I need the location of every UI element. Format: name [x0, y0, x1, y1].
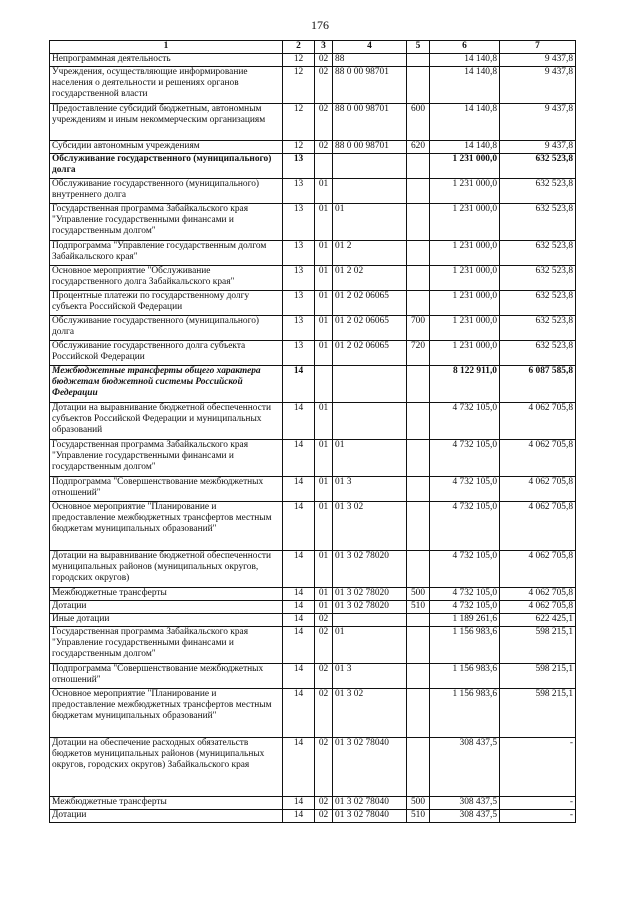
row-amount-plan-cell: 4 732 105,0: [430, 502, 500, 551]
row-amount-plan-cell: 14 140,8: [430, 141, 500, 154]
row-target-item-cell: [333, 366, 407, 403]
table-row: [50, 54, 576, 67]
row-section-cell: 13: [283, 154, 315, 179]
row-subsection-cell: 01: [315, 403, 333, 440]
row-amount-actual-cell: 632 523,8: [500, 241, 576, 266]
row-amount-actual-cell: 622 425,1: [500, 614, 576, 627]
row-target-item-cell: [333, 154, 407, 179]
column-header: 1: [50, 41, 283, 54]
row-amount-actual-cell: 6 087 585,8: [500, 366, 576, 403]
row-expense-type-cell: 720: [407, 341, 430, 366]
row-subsection-cell: 02: [315, 54, 333, 67]
row-target-item-cell: 88: [333, 54, 407, 67]
row-amount-plan-cell: 1 231 000,0: [430, 266, 500, 291]
table-row: [50, 588, 576, 601]
row-amount-actual-cell: 632 523,8: [500, 204, 576, 241]
table-row: [50, 502, 576, 551]
row-subsection-cell: [315, 154, 333, 179]
row-subsection-cell: 01: [315, 440, 333, 477]
row-section-cell: 14: [283, 689, 315, 738]
row-name-cell: Обслуживание государственного (муниципального) долга: [50, 154, 283, 179]
row-section-cell: 14: [283, 664, 315, 689]
row-expense-type-cell: [407, 440, 430, 477]
row-amount-actual-cell: 632 523,8: [500, 179, 576, 204]
table-row: [50, 664, 576, 689]
row-expense-type-cell: 510: [407, 601, 430, 614]
budget-table: [49, 40, 576, 823]
table-row: [50, 797, 576, 810]
row-target-item-cell: [333, 179, 407, 204]
row-amount-plan-cell: 1 231 000,0: [430, 316, 500, 341]
row-expense-type-cell: [407, 366, 430, 403]
row-section-cell: 12: [283, 67, 315, 104]
row-amount-actual-cell: 9 437,8: [500, 141, 576, 154]
table-row: [50, 291, 576, 316]
row-name-cell: Процентные платежи по государственному долгу субъекта Российской Федерации: [50, 291, 283, 316]
row-expense-type-cell: [407, 403, 430, 440]
column-header: 3: [315, 41, 333, 54]
row-name-cell: Обслуживание государственного (муниципального) долга: [50, 316, 283, 341]
row-name-cell: Межбюджетные трансферты: [50, 588, 283, 601]
table-row: [50, 403, 576, 440]
page-number: 176: [311, 18, 329, 32]
row-subsection-cell: 01: [315, 179, 333, 204]
row-section-cell: 14: [283, 797, 315, 810]
column-header: 6: [430, 41, 500, 54]
row-target-item-cell: 01: [333, 204, 407, 241]
row-amount-plan-cell: 14 140,8: [430, 67, 500, 104]
table-row: [50, 601, 576, 614]
row-section-cell: 14: [283, 588, 315, 601]
row-amount-plan-cell: 308 437,5: [430, 797, 500, 810]
row-expense-type-cell: [407, 291, 430, 316]
row-subsection-cell: 02: [315, 614, 333, 627]
row-name-cell: Обслуживание государственного долга субъекта Российской Федерации: [50, 341, 283, 366]
row-target-item-cell: 01 3: [333, 477, 407, 502]
row-amount-actual-cell: 9 437,8: [500, 104, 576, 141]
table-row: [50, 316, 576, 341]
table-row: [50, 810, 576, 823]
row-expense-type-cell: 510: [407, 810, 430, 823]
row-name-cell: Основное мероприятие "Планирование и предоставление межбюджетных трансфертов местным бюджетам муниципальных образований": [50, 502, 283, 551]
row-name-cell: Межбюджетные трансферты общего характера бюджетам бюджетной системы Российской Федерации: [50, 366, 283, 403]
row-amount-actual-cell: 632 523,8: [500, 266, 576, 291]
row-subsection-cell: 02: [315, 141, 333, 154]
row-subsection-cell: 01: [315, 266, 333, 291]
row-name-cell: Непрограммная деятельность: [50, 54, 283, 67]
row-target-item-cell: 01 3 02 78020: [333, 551, 407, 588]
row-amount-actual-cell: 4 062 705,8: [500, 601, 576, 614]
table-row: [50, 551, 576, 588]
row-amount-plan-cell: 1 231 000,0: [430, 291, 500, 316]
row-target-item-cell: [333, 614, 407, 627]
row-subsection-cell: 01: [315, 502, 333, 551]
row-subsection-cell: 02: [315, 104, 333, 141]
row-section-cell: 14: [283, 502, 315, 551]
column-header: 7: [500, 41, 576, 54]
row-target-item-cell: 01 3 02 78040: [333, 797, 407, 810]
row-amount-actual-cell: 632 523,8: [500, 316, 576, 341]
row-subsection-cell: 02: [315, 67, 333, 104]
table-row: [50, 179, 576, 204]
row-name-cell: Подпрограмма "Управление государственным долгом Забайкальского края": [50, 241, 283, 266]
table-row: [50, 341, 576, 366]
row-section-cell: 14: [283, 551, 315, 588]
row-expense-type-cell: [407, 179, 430, 204]
row-expense-type-cell: [407, 738, 430, 797]
table-row: [50, 204, 576, 241]
table-row: [50, 67, 576, 104]
row-amount-plan-cell: 4 732 105,0: [430, 403, 500, 440]
row-section-cell: 14: [283, 440, 315, 477]
row-amount-plan-cell: 4 732 105,0: [430, 477, 500, 502]
row-name-cell: Государственная программа Забайкальского края "Управление государственными финансами и государственным долгом": [50, 440, 283, 477]
row-amount-plan-cell: 8 122 911,0: [430, 366, 500, 403]
row-amount-actual-cell: 9 437,8: [500, 54, 576, 67]
row-name-cell: Дотации: [50, 601, 283, 614]
row-amount-actual-cell: -: [500, 738, 576, 797]
row-section-cell: 13: [283, 266, 315, 291]
row-amount-plan-cell: 1 231 000,0: [430, 341, 500, 366]
table-row: [50, 689, 576, 738]
row-expense-type-cell: 620: [407, 141, 430, 154]
row-amount-actual-cell: 4 062 705,8: [500, 403, 576, 440]
row-subsection-cell: 01: [315, 477, 333, 502]
row-section-cell: 14: [283, 810, 315, 823]
row-expense-type-cell: [407, 627, 430, 664]
row-name-cell: Субсидии автономным учреждениям: [50, 141, 283, 154]
row-subsection-cell: 02: [315, 689, 333, 738]
row-target-item-cell: 01 3 02 78040: [333, 738, 407, 797]
row-amount-actual-cell: 598 215,1: [500, 664, 576, 689]
row-subsection-cell: 02: [315, 738, 333, 797]
row-name-cell: Государственная программа Забайкальского края "Управление государственными финансами и государственным долгом": [50, 204, 283, 241]
row-amount-plan-cell: 1 231 000,0: [430, 204, 500, 241]
row-section-cell: 14: [283, 403, 315, 440]
row-amount-actual-cell: 4 062 705,8: [500, 477, 576, 502]
row-amount-plan-cell: 14 140,8: [430, 104, 500, 141]
row-section-cell: 14: [283, 738, 315, 797]
row-section-cell: 12: [283, 54, 315, 67]
row-expense-type-cell: [407, 154, 430, 179]
row-subsection-cell: 02: [315, 810, 333, 823]
row-amount-actual-cell: 4 062 705,8: [500, 440, 576, 477]
row-target-item-cell: 01 2: [333, 241, 407, 266]
table-row: [50, 627, 576, 664]
table-row: [50, 104, 576, 141]
row-section-cell: 12: [283, 104, 315, 141]
row-amount-plan-cell: 4 732 105,0: [430, 601, 500, 614]
row-expense-type-cell: [407, 241, 430, 266]
row-target-item-cell: 88 0 00 98701: [333, 141, 407, 154]
row-amount-actual-cell: 632 523,8: [500, 154, 576, 179]
row-section-cell: 13: [283, 316, 315, 341]
row-amount-actual-cell: -: [500, 797, 576, 810]
row-target-item-cell: [333, 403, 407, 440]
row-expense-type-cell: 600: [407, 104, 430, 141]
row-amount-plan-cell: 308 437,5: [430, 810, 500, 823]
row-target-item-cell: 01 2 02 06065: [333, 341, 407, 366]
row-amount-actual-cell: 598 215,1: [500, 627, 576, 664]
table-row: [50, 266, 576, 291]
table-body: [50, 54, 576, 823]
row-name-cell: Основное мероприятие "Планирование и предоставление межбюджетных трансфертов местным бюджетам муниципальных образований": [50, 689, 283, 738]
row-subsection-cell: 01: [315, 316, 333, 341]
table-row: [50, 477, 576, 502]
row-section-cell: 13: [283, 341, 315, 366]
table-row: [50, 154, 576, 179]
row-section-cell: 14: [283, 366, 315, 403]
row-subsection-cell: 01: [315, 588, 333, 601]
table-row: [50, 141, 576, 154]
row-target-item-cell: 01 3 02 78040: [333, 810, 407, 823]
row-expense-type-cell: [407, 614, 430, 627]
row-target-item-cell: 01 3 02: [333, 502, 407, 551]
row-target-item-cell: 01: [333, 627, 407, 664]
row-target-item-cell: 01 3 02 78020: [333, 601, 407, 614]
row-name-cell: Государственная программа Забайкальского края "Управление государственными финансами и государственным долгом": [50, 627, 283, 664]
row-amount-plan-cell: 4 732 105,0: [430, 551, 500, 588]
row-expense-type-cell: [407, 551, 430, 588]
row-expense-type-cell: [407, 477, 430, 502]
row-subsection-cell: 01: [315, 204, 333, 241]
row-name-cell: Основное мероприятие "Обслуживание государственного долга Забайкальского края": [50, 266, 283, 291]
row-subsection-cell: 01: [315, 291, 333, 316]
row-amount-actual-cell: 4 062 705,8: [500, 588, 576, 601]
row-name-cell: Межбюджетные трансферты: [50, 797, 283, 810]
column-header: 5: [407, 41, 430, 54]
row-amount-actual-cell: 9 437,8: [500, 67, 576, 104]
row-amount-plan-cell: 1 156 983,6: [430, 664, 500, 689]
row-expense-type-cell: [407, 664, 430, 689]
row-section-cell: 13: [283, 241, 315, 266]
row-expense-type-cell: [407, 204, 430, 241]
row-amount-actual-cell: 4 062 705,8: [500, 551, 576, 588]
row-amount-plan-cell: 4 732 105,0: [430, 588, 500, 601]
row-amount-plan-cell: 1 231 000,0: [430, 241, 500, 266]
column-header: 4: [333, 41, 407, 54]
row-section-cell: 14: [283, 614, 315, 627]
row-target-item-cell: 88 0 00 98701: [333, 104, 407, 141]
row-target-item-cell: 88 0 00 98701: [333, 67, 407, 104]
row-section-cell: 14: [283, 601, 315, 614]
row-target-item-cell: 01 3: [333, 664, 407, 689]
row-subsection-cell: 01: [315, 551, 333, 588]
row-name-cell: Подпрограмма "Совершенствование межбюджетных отношений": [50, 664, 283, 689]
row-target-item-cell: 01 2 02 06065: [333, 316, 407, 341]
row-amount-actual-cell: 598 215,1: [500, 689, 576, 738]
row-name-cell: Обслуживание государственного (муниципального) внутреннего долга: [50, 179, 283, 204]
row-expense-type-cell: 700: [407, 316, 430, 341]
row-expense-type-cell: [407, 67, 430, 104]
row-section-cell: 13: [283, 204, 315, 241]
row-amount-plan-cell: 1 156 983,6: [430, 627, 500, 664]
table-row: [50, 366, 576, 403]
row-name-cell: Предоставление субсидий бюджетным, автономным учреждениям и иным некоммерческим организациям: [50, 104, 283, 141]
row-target-item-cell: 01 2 02 06065: [333, 291, 407, 316]
header-row: [50, 41, 576, 54]
row-amount-plan-cell: 4 732 105,0: [430, 440, 500, 477]
row-amount-plan-cell: 1 189 261,6: [430, 614, 500, 627]
row-subsection-cell: 02: [315, 627, 333, 664]
row-amount-actual-cell: 632 523,8: [500, 341, 576, 366]
row-name-cell: Учреждения, осуществляющие информирование населения о деятельности и решениях органов государственной власти: [50, 67, 283, 104]
row-amount-plan-cell: 1 156 983,6: [430, 689, 500, 738]
row-name-cell: Подпрограмма "Совершенствование межбюджетных отношений": [50, 477, 283, 502]
row-section-cell: 14: [283, 477, 315, 502]
row-expense-type-cell: [407, 689, 430, 738]
row-subsection-cell: 01: [315, 241, 333, 266]
row-name-cell: Дотации на обеспечение расходных обязательств бюджетов муниципальных районов (муниципальных округов, городских округов) Забайкальского края: [50, 738, 283, 797]
row-name-cell: Дотации: [50, 810, 283, 823]
row-subsection-cell: 01: [315, 601, 333, 614]
row-amount-actual-cell: -: [500, 810, 576, 823]
table-row: [50, 738, 576, 797]
row-name-cell: Дотации на выравнивание бюджетной обеспеченности муниципальных районов (муниципальных округов, городских округов): [50, 551, 283, 588]
row-target-item-cell: 01 3 02 78020: [333, 588, 407, 601]
row-name-cell: Дотации на выравнивание бюджетной обеспеченности субъектов Российской Федерации и муниципальных образований: [50, 403, 283, 440]
row-subsection-cell: 02: [315, 797, 333, 810]
table-row: [50, 241, 576, 266]
row-section-cell: 12: [283, 141, 315, 154]
row-amount-plan-cell: 1 231 000,0: [430, 154, 500, 179]
column-header: 2: [283, 41, 315, 54]
row-expense-type-cell: [407, 266, 430, 291]
row-amount-actual-cell: 4 062 705,8: [500, 502, 576, 551]
row-subsection-cell: 01: [315, 341, 333, 366]
row-amount-plan-cell: 14 140,8: [430, 54, 500, 67]
row-amount-plan-cell: 308 437,5: [430, 738, 500, 797]
row-expense-type-cell: [407, 54, 430, 67]
row-target-item-cell: 01 3 02: [333, 689, 407, 738]
row-name-cell: Иные дотации: [50, 614, 283, 627]
row-section-cell: 13: [283, 179, 315, 204]
row-target-item-cell: 01: [333, 440, 407, 477]
row-expense-type-cell: [407, 502, 430, 551]
row-subsection-cell: 02: [315, 664, 333, 689]
row-section-cell: 14: [283, 627, 315, 664]
table-row: [50, 440, 576, 477]
table-row: [50, 614, 576, 627]
row-target-item-cell: 01 2 02: [333, 266, 407, 291]
row-amount-actual-cell: 632 523,8: [500, 291, 576, 316]
row-amount-plan-cell: 1 231 000,0: [430, 179, 500, 204]
row-subsection-cell: [315, 366, 333, 403]
row-section-cell: 13: [283, 291, 315, 316]
row-expense-type-cell: 500: [407, 588, 430, 601]
row-expense-type-cell: 500: [407, 797, 430, 810]
